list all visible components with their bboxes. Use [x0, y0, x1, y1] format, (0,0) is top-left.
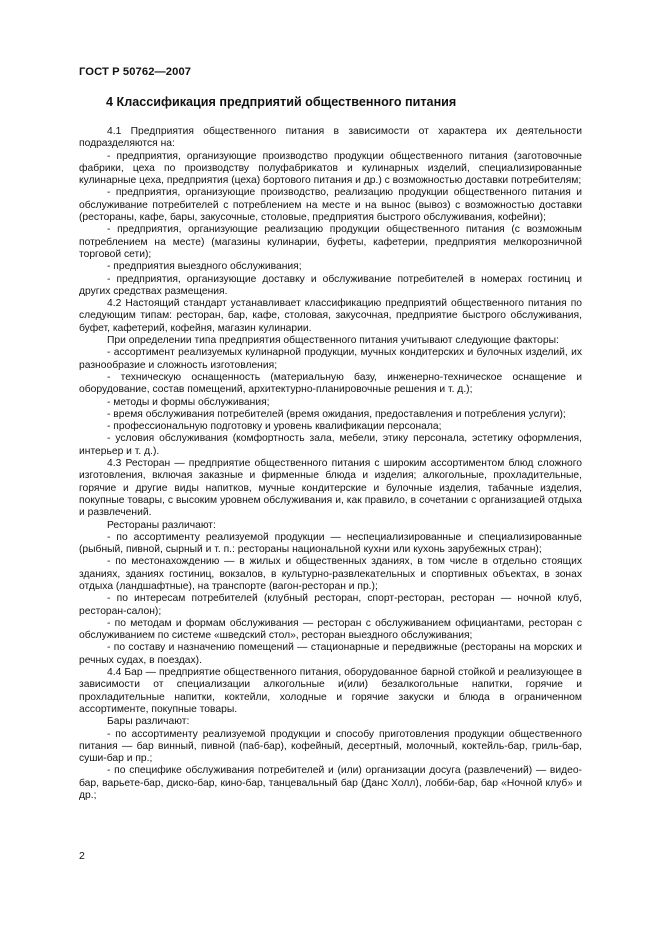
paragraph: Рестораны различают: [107, 519, 216, 531]
section-heading: 4 Классификация предприятий общественного питания [106, 95, 457, 109]
paragraph: - по составу и назначению помещений — стационарные и передвижные (рестораны на морских и речных судах, в поездах). [79, 642, 582, 666]
paragraph: 4.4 Бар — предприятие общественного питания, оборудованное барной стойкой и реализующее в зависимости от специализации алкогольные и(или) безалкогольные напитки, горячие и прохладительные напитки, коктейли, холодные и горячие закуски и блюда в ограниченном ассортименте, покупные товары. [79, 667, 582, 715]
paragraph: - условия обслуживания (комфортность зала, мебели, этику персонала, эстетику оформления, интерьер и т. д.). [79, 433, 582, 457]
paragraph: - по ассортименту реализуемой продукции — неспециализированные и специализированные (рыбный, пивной, сырный и т. п.: рестораны национальной кухни или кухонь зарубежных стран); [79, 531, 582, 556]
paragraph: - предприятия, организующие производство продукции общественного питания (заготовочные фабрики, цеха по производству полуфабрикатов и кулинарных изделий, специализированные кулинарные цеха, предприятия (цеха) бортового питания и др.) с возможностью доставки потребителям; [79, 150, 582, 187]
document-body [79, 126, 582, 802]
paragraph: - по интересам потребителей (клубный ресторан, спорт-ресторан, ресторан — ночной клуб, ресторан-салон); [79, 593, 582, 617]
paragraph: 4.1 Предприятия общественного питания в зависимости от характера их деятельности подразделяются на: [79, 126, 582, 150]
paragraph: - по специфике обслуживания потребителей и (или) организации досуга (развлечений) — видео-бар, варьете-бар, диско-бар, кино-бар, танцевальный бар (Данс Холл), лобби-бар, бар «Ночной клуб» и др.; [79, 765, 582, 802]
paragraph: - по местонахождению — в жилых и общественных зданиях, в том числе в отдельно стоящих зданиях, зданиях гостиниц, вокзалов, в культурно-развлекательных и спортивных объектах, в зонах отдыха (ландшафтные), на транспорте (вагон-ресторан и пр.); [79, 556, 582, 592]
paragraph: - техническую оснащенность (материальную базу, инженерно-техническое оснащение и оборудование, состав помещений, архитектурно-планировочные решения и т. д.); [79, 371, 582, 396]
paragraph: - по методам и формам обслуживания — ресторан с обслуживанием официантами, ресторан с обслуживанием по системе «шведский стол», ресторан выездного обслуживания; [79, 617, 582, 642]
paragraph: - по ассортименту реализуемой продукции и способу приготовления продукции общественного питания — бар винный, пивной (паб-бар), кофейный, десертный, молочный, коктейль-бар, гриль-бар, суши-бар и пр.; [79, 728, 582, 765]
paragraph: - предприятия, организующие доставку и обслуживание потребителей в номерах гостиниц и других средствах размещения. [79, 273, 582, 297]
page-number: 2 [79, 850, 85, 862]
paragraph: - профессиональную подготовку и уровень квалификации персонала; [107, 421, 442, 433]
paragraph: - ассортимент реализуемых кулинарной продукции, мучных кондитерских и булочных изделий, их разнообразие и сложность изготовления; [79, 347, 582, 371]
paragraph: 4.2 Настоящий стандарт устанавливает классификацию предприятий общественного питания по следующим типам: ресторан, бар, кафе, столовая, закусочная, предприятие быстрого обслуживания, буфет, кафетерий, кофейня, магазин кулинарии. [79, 298, 582, 334]
paragraph: - методы и формы обслуживания; [107, 396, 270, 408]
paragraph: - предприятия, организующие реализацию продукции общественного питания (с возможным потреблением на месте) (магазины кулинарии, буфеты, кафетерии, предприятия мелкорозничной торговой сети); [79, 224, 582, 260]
paragraph: 4.3 Ресторан — предприятие общественного питания с широким ассортиментом блюд сложного изготовления, включая заказные и фирменные блюда и изделия; алкогольные, прохладительные, горячие и другие виды напитков, мучные кондитерские и булочные изделия, табачные изделия, покупные товары, с высоким уровнем обслуживания и, как правило, в сочетании с организацией отдыха и развлечений. [79, 458, 582, 519]
paragraph: - время обслуживания потребителей (время ожидания, предоставления и потребления услуги); [107, 408, 566, 420]
paragraph: - предприятия выездного обслуживания; [107, 261, 302, 273]
paragraph: При определении типа предприятия общественного питания учитывают следующие факторы: [107, 335, 559, 347]
paragraph: Бары различают: [107, 716, 190, 728]
paragraph: - предприятия, организующие производство, реализацию продукции общественного питания и обслуживание потребителей с потреблением на месте и на вынос (вывоз) с возможностью доставки (рестораны, кафе, бары, закусочные, столовые, предприятия быстрого обслуживания, кофейни); [79, 187, 582, 224]
document-header: ГОСТ Р 50762—2007 [79, 66, 192, 78]
